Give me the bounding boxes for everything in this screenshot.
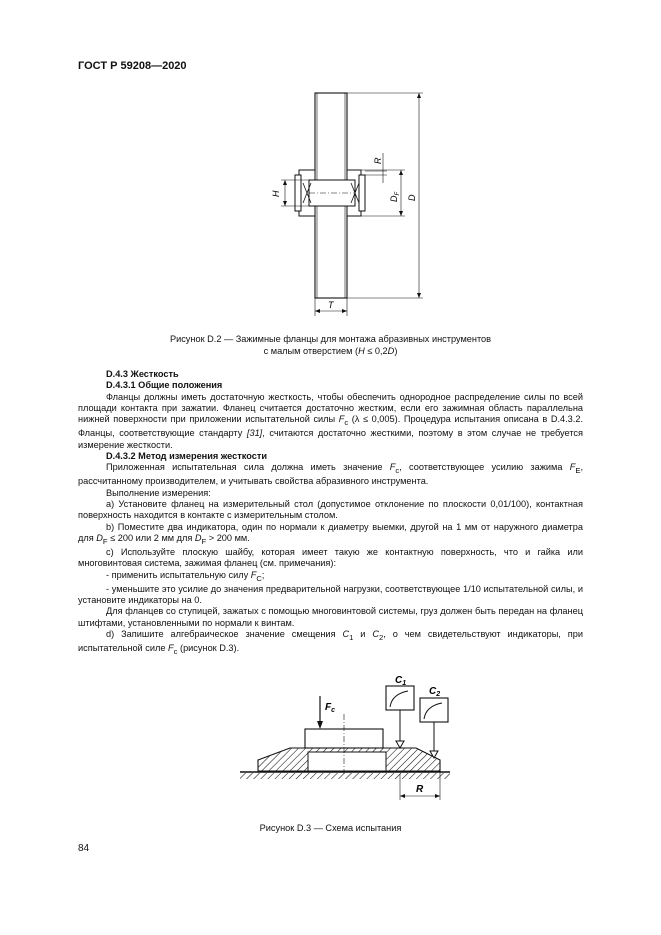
paragraph-hub-flanges: Для фланцев со ступицей, зажатых с помощью многовинтовой системы, груз должен быть передан на фланец штифтами, установленными по нормали к винтам. bbox=[78, 606, 583, 628]
heading-d-4-3-1: D.4.3.1 Общие положения bbox=[106, 380, 223, 391]
paragraph-test-force: Приложенная испытательная сила должна иметь значение $F_c$, соответствующее усилию зажима $F_E$, рассчитанному производителем, и учитывать свойства абразивного инструмента. bbox=[78, 462, 583, 487]
heading-d-4-3: D.4.3 Жесткость bbox=[106, 369, 179, 379]
label-R: R bbox=[373, 157, 383, 164]
paragraph-reduce-force: - уменьшите это усилие до значения предварительной нагрузки, соответствующее 1/10 испытательной силы, и установите индикаторы на 0. bbox=[78, 583, 583, 605]
label-D: D bbox=[407, 194, 417, 201]
label-C2: $C_2$ bbox=[429, 686, 441, 698]
figure-d2-caption-line1: Рисунок D.2 — Зажимные фланцы для монтажа абразивных инструментов bbox=[169, 334, 492, 344]
document-header: ГОСТ Р 59208—2020 bbox=[78, 60, 187, 72]
label-T: T bbox=[328, 300, 334, 310]
label-R-d3: R bbox=[416, 784, 424, 795]
paragraph-step-d: d) Запишите алгебраическое значение смещения $C_1$ и $C_2$, о чем свидетельствуют индикаторы, при испытательной силе $F_c$ (рисунок D.3). bbox=[78, 628, 583, 656]
label-Fc: $F_c$ bbox=[325, 702, 336, 714]
paragraph-step-c: c) Используйте плоскую шайбу, которая имеет такую же контактную поверхность, что и гайка или многовинтовая система, зажимая фланец (см. примечания): bbox=[78, 546, 583, 569]
paragraph-step-b: b) Поместите два индикатора, один по нормали к диаметру выемки, другой на 1 мм от наружного диаметра для $D_F \le 200$ или 2 мм для $D_F > 200$ мм. bbox=[78, 521, 583, 546]
label-DF: $D_F$ bbox=[389, 191, 401, 202]
heading-d-4-3-2: D.4.3.2 Метод измерения жесткости bbox=[106, 450, 268, 461]
figure-d2-caption bbox=[0, 333, 661, 357]
label-C1: $C_1$ bbox=[395, 675, 407, 687]
paragraph-procedure-intro: Выполнение измерения: bbox=[106, 487, 211, 498]
figure-d3-caption: Рисунок D.3 — Схема испытания bbox=[259, 823, 402, 833]
figure-d2-flange-drawing bbox=[255, 88, 435, 320]
paragraph-step-a: a) Установите фланец на измерительный стол (допустимое отклонение по плоскости 0,01/100), контактная поверхность находится в контакте с измерительным столом. bbox=[78, 498, 583, 521]
paragraph-apply-force: - применить испытательную силу $F_C$; bbox=[106, 569, 265, 583]
figure-d2-caption-line2: с малым отверстием (H ≤ 0,2D) bbox=[263, 346, 398, 356]
page-number: 84 bbox=[78, 843, 90, 854]
paragraph-general: Фланцы должны иметь достаточную жесткость, чтобы обеспечить однородное распределение силы по всей площади контакта при зажатии. Фланец считается достаточно жестким, если его зажимная область параллельна нижней поверхности при приложении испытательной силы $F_c$ (λ ≤ 0,005). Процедура испытания описана в D.4.3.2. Фланцы, соответствующие стандарту [31], считаются достаточно жесткими, поэтому в этом случае не требуется измерение жесткости. bbox=[78, 391, 583, 450]
label-H: H bbox=[271, 190, 281, 197]
figure-d3-test-scheme bbox=[238, 674, 454, 804]
body-text bbox=[78, 369, 583, 657]
